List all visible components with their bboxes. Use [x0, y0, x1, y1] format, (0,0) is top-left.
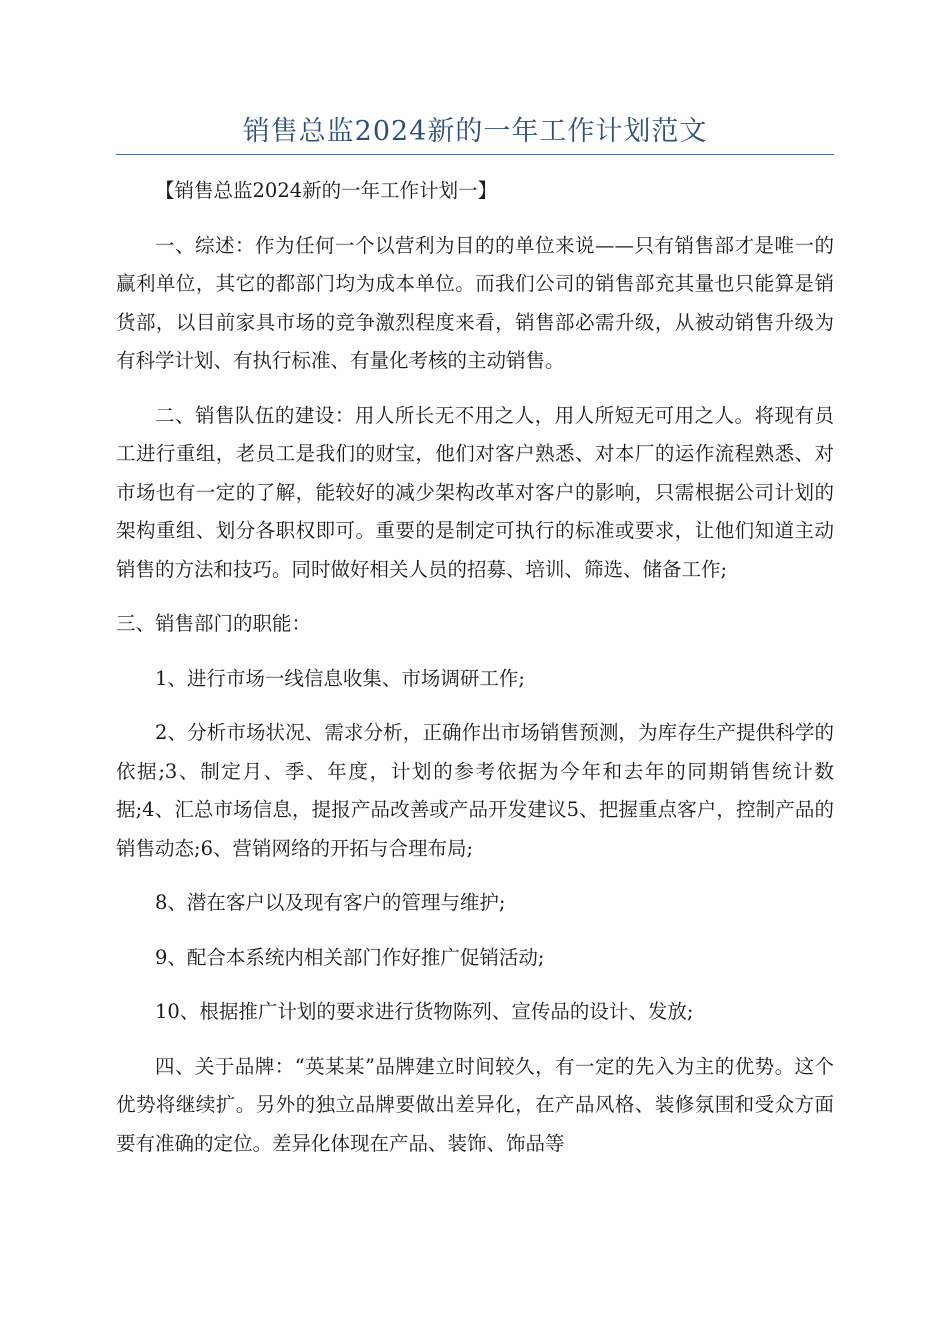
- paragraph-brand: 四、关于品牌：“英某某”品牌建立时间较久，有一定的先入为主的优势。这个优势将继续扩。另外的独立品牌要做出差异化，在产品风格、装修氛围和受众方面要有准确的定位。差异化体现在产品、装饰、饰品等: [116, 1054, 834, 1155]
- list-item: 1、进行市场一线信息收集、市场调研工作;: [155, 666, 525, 690]
- paragraph-overview: 一、综述：作为任何一个以营利为目的的单位来说——只有销售部才是唯一的赢利单位，其它的都部门均为成本单位。而我们公司的销售部充其量也只能算是销货部，以目前家具市场的竞争激烈程度来看，销售部必需升级，从被动销售升级为有科学计划、有执行标准、有量化考核的主动销售。: [116, 233, 834, 372]
- paragraph-functions-heading: 三、销售部门的职能：: [116, 612, 312, 635]
- document-body: [116, 172, 834, 1179]
- list-item: 10、根据推广计划的要求进行货物陈列、宣传品的设计、发放;: [155, 1000, 694, 1023]
- document-title: 销售总监2024新的一年工作计划范文: [242, 116, 708, 147]
- list-item: 9、配合本系统内相关部门作好推广促销活动;: [155, 945, 545, 969]
- section-heading: 【销售总监2024新的一年工作计划一】: [155, 179, 498, 202]
- paragraph-team-building: 二、销售队伍的建设：用人所长无不用之人，用人所短无可用之人。将现有员工进行重组，老员工是我们的财宝，他们对客户熟悉、对本厂的运作流程熟悉、对市场也有一定的了解，能较好的减少架构改革对客户的影响，只需根据公司计划的架构重组、划分各职权即可。重要的是制定可执行的标准或要求，让他们知道主动销售的方法和技巧。同时做好相关人员的招募、培训、筛选、储备工作;: [116, 403, 834, 581]
- list-item: 8、潜在客户以及现有客户的管理与维护;: [155, 891, 506, 914]
- title-underline: [116, 154, 834, 155]
- list-item: 2、分析市场状况、需求分析，正确作出市场销售预测，为库存生产提供科学的依据;3、制定月、季、年度，计划的参考依据为今年和去年的同期销售统计数据;4、汇总市场信息，提报产品改善或产品开发建议5、把握重点客户，控制产品的销售动态;6、营销网络的开拓与合理布局;: [116, 721, 834, 860]
